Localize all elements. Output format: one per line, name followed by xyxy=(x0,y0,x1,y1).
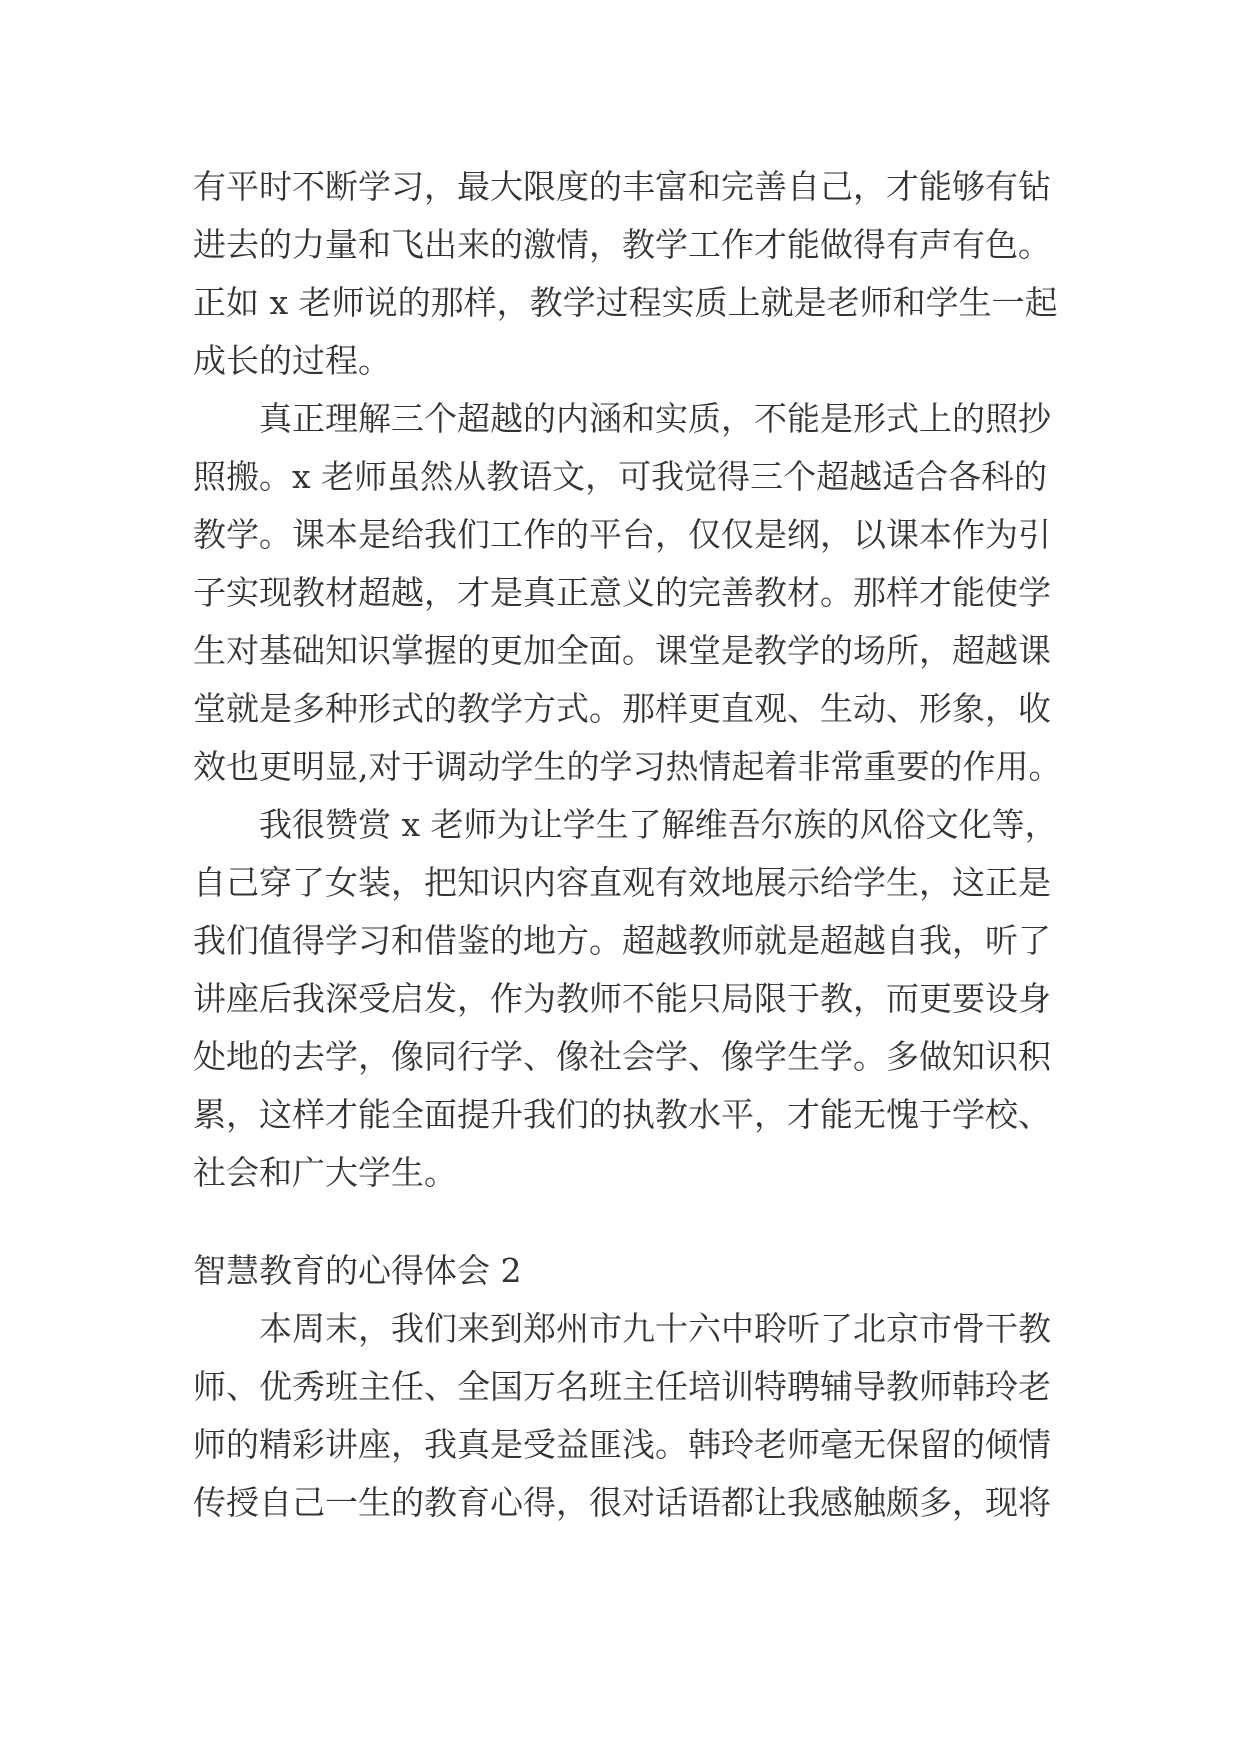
paragraph-4 xyxy=(193,1300,1073,1532)
text-line: 传授自己一生的教育心得，很对话语都让我感触颇多，现将 xyxy=(193,1483,1051,1522)
text-line: 进去的力量和飞出来的激情，教学工作才能做得有声有色。 xyxy=(193,225,1051,264)
section-heading: 智慧教育的心得体会 2 xyxy=(193,1251,522,1290)
text-line: 真正理解三个超越的内涵和实质，不能是形式上的照抄 xyxy=(259,399,1051,438)
text-line: 累，这样才能全面提升我们的执教水平，才能无愧于学校、 xyxy=(193,1095,1051,1134)
text-line: 我们值得学习和借鉴的地方。超越教师就是超越自我，听了 xyxy=(193,921,1051,960)
text-line: 有平时不断学习，最大限度的丰富和完善自己，才能够有钻 xyxy=(193,167,1051,206)
text-line: 堂就是多种形式的教学方式。那样更直观、生动、形象，收 xyxy=(193,689,1051,728)
paragraph-1 xyxy=(193,158,1073,390)
text-line: 我很赞赏 x 老师为让学生了解维吾尔族的风俗文化等， xyxy=(259,805,1058,844)
text-line: 效也更明显,对于调动学生的学习热情起着非常重要的作用。 xyxy=(193,747,1062,786)
text-line: 照搬。x 老师虽然从教语文，可我觉得三个超越适合各科的 xyxy=(193,457,1048,496)
text-line: 社会和广大学生。 xyxy=(193,1153,457,1192)
text-line: 师的精彩讲座，我真是受益匪浅。韩玲老师毫无保留的倾情 xyxy=(193,1425,1051,1464)
text-line: 自己穿了女装，把知识内容直观有效地展示给学生，这正是 xyxy=(193,863,1051,902)
text-line: 本周末，我们来到郑州市九十六中聆听了北京市骨干教 xyxy=(259,1309,1051,1348)
paragraph-2 xyxy=(193,390,1073,796)
text-line: 讲座后我深受启发，作为教师不能只局限于教，而更要设身 xyxy=(193,979,1051,1018)
document-body xyxy=(193,158,1073,1532)
paragraph-3 xyxy=(193,796,1073,1202)
text-line: 处地的去学，像同行学、像社会学、像学生学。多做知识积 xyxy=(193,1037,1051,1076)
text-line: 生对基础知识掌握的更加全面。课堂是教学的场所，超越课 xyxy=(193,631,1051,670)
text-line: 成长的过程。 xyxy=(193,341,391,380)
text-line: 子实现教材超越，才是真正意义的完善教材。那样才能使学 xyxy=(193,573,1051,612)
text-line: 正如 x 老师说的那样，教学过程实质上就是老师和学生一起 xyxy=(193,283,1058,322)
text-line: 教学。课本是给我们工作的平台，仅仅是纲，以课本作为引 xyxy=(193,515,1051,554)
text-line: 师、优秀班主任、全国万名班主任培训特聘辅导教师韩玲老 xyxy=(193,1367,1051,1406)
